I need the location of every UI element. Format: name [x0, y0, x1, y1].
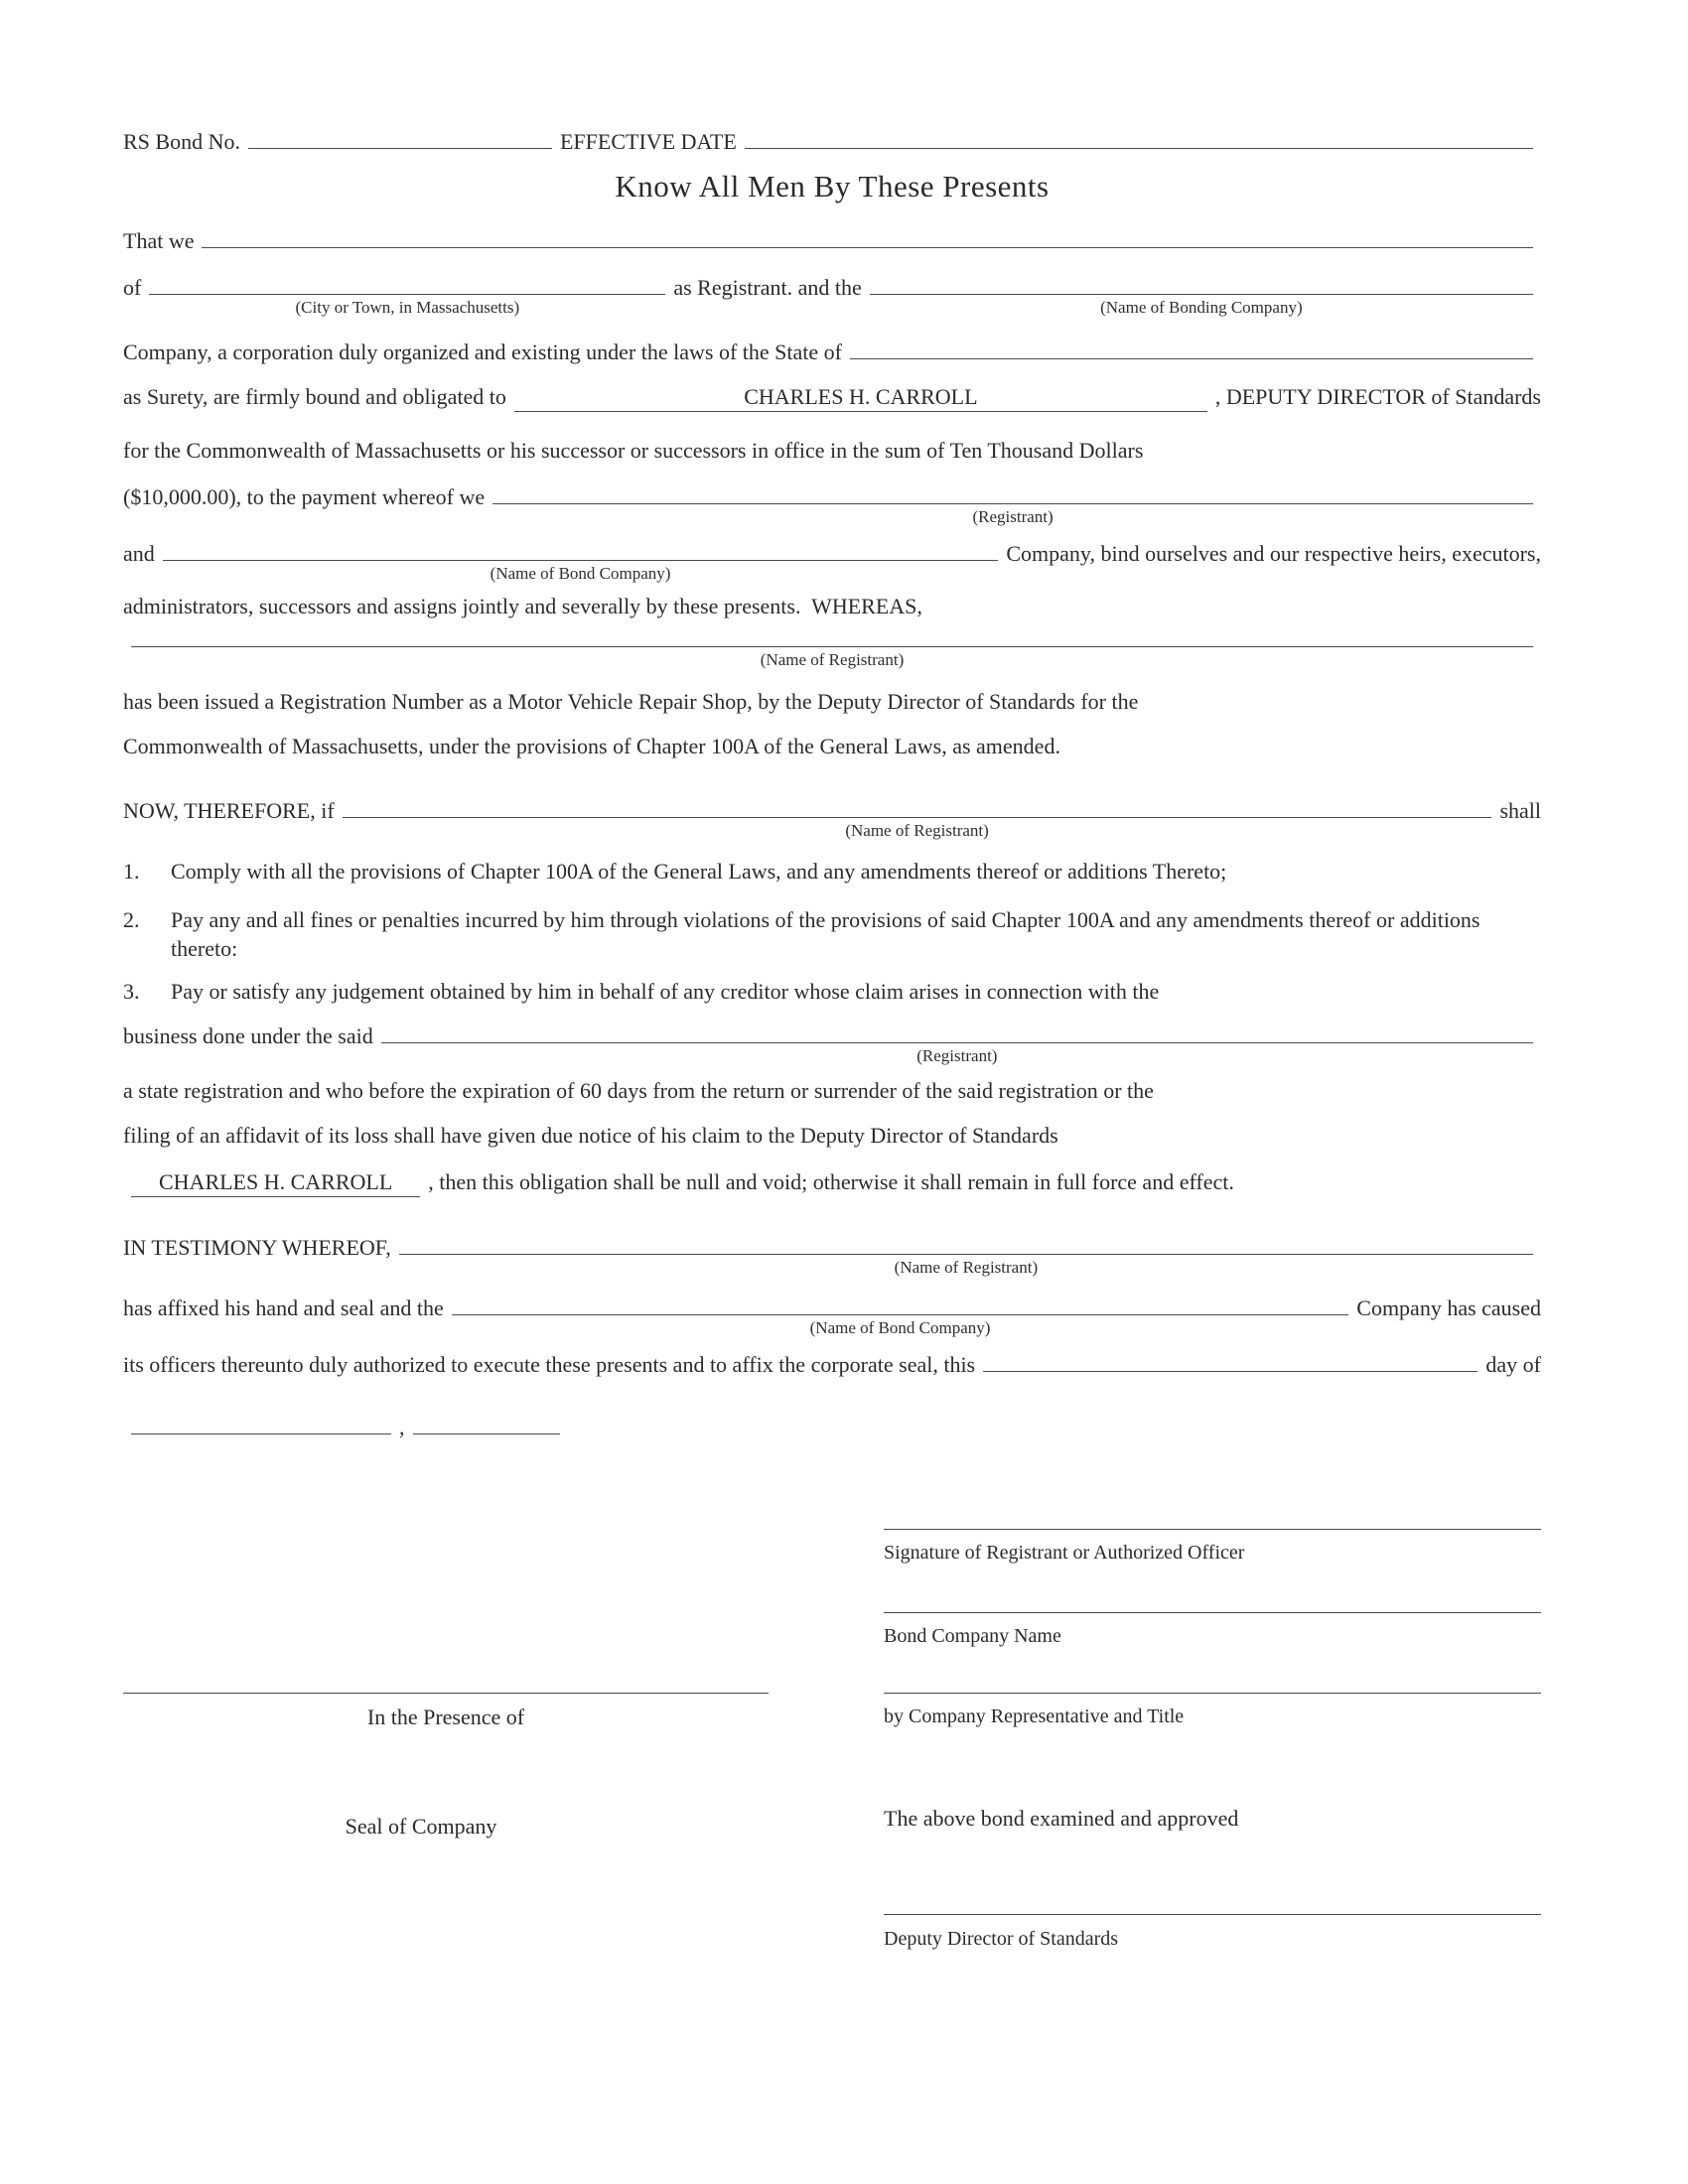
null-void-text: , then this obligation shall be null and void; otherwise it shall remain in full force and effect.	[428, 1169, 1234, 1194]
whereas-registrant-field[interactable]	[131, 642, 1533, 669]
bind-line	[123, 539, 1541, 583]
officers-prefix-text: its officers thereunto duly authorized to execute these presents and to affix the corporate seal, this	[123, 1352, 976, 1377]
payment-registrant-field[interactable]	[492, 499, 1533, 526]
business-line	[123, 1022, 1541, 1065]
testimony-registrant-field[interactable]	[399, 1250, 1533, 1277]
business-registrant-caption: (Registrant)	[916, 1046, 998, 1065]
business-prefix-text: business done under the said	[123, 1024, 373, 1048]
witness-signature-field[interactable]	[123, 1693, 769, 1694]
condition-1-number: 1.	[123, 859, 140, 884]
commonwealth-line: for the Commonwealth of Massachusetts or his successor or successors in office in the sum of Ten Thousand Dollars	[123, 438, 1144, 463]
condition-3-text: Pay or satisfy any judgement obtained by him in behalf of any creditor whose claim arises in connection with the	[171, 979, 1160, 1004]
deputy-caption: Deputy Director of Standards	[884, 1928, 1119, 1950]
registration-line: a state registration and who before the expiration of 60 days from the return or surrender of the said registration or the	[123, 1078, 1154, 1103]
that-we-line	[123, 226, 1541, 255]
condition-2-number: 2.	[123, 907, 140, 932]
condition-item-2	[123, 905, 1541, 963]
therefore-registrant-field[interactable]	[343, 813, 1492, 840]
administrators-line: administrators, successors and assigns jointly and severally by these presents. WHEREAS,	[123, 594, 922, 618]
state-field[interactable]	[850, 354, 1533, 359]
condition-1-text: Comply with all the provisions of Chapter 100A of the General Laws, and any amendments thereof or additions Thereto;	[171, 859, 1227, 884]
testimony-bond-company-caption: (Name of Bond Company)	[809, 1318, 991, 1337]
therefore-registrant-caption: (Name of Registrant)	[845, 821, 989, 840]
condition-3-number: 3.	[123, 979, 140, 1004]
whereas-registrant-line	[123, 642, 1541, 669]
bond-company-caption: (Name of Bond Company)	[490, 564, 671, 583]
payment-line	[123, 482, 1541, 526]
condition-item-3	[123, 977, 1541, 1006]
day-of-label: day of	[1485, 1352, 1541, 1377]
testimony-line	[123, 1233, 1541, 1277]
payment-registrant-caption: (Registrant)	[972, 507, 1054, 526]
surety-line	[123, 382, 1541, 412]
affixed-line	[123, 1294, 1541, 1337]
rs-bond-no-field[interactable]	[248, 144, 552, 149]
affixed-suffix-text: Company has caused	[1356, 1296, 1541, 1320]
officers-line	[123, 1350, 1541, 1379]
bind-suffix-text: Company, bind ourselves and our respective heirs, executors,	[1006, 541, 1541, 566]
registrant-name-field[interactable]	[202, 243, 1533, 248]
in-presence-of-label: In the Presence of	[366, 1705, 525, 1729]
as-registrant-label: as Registrant. and the	[673, 275, 862, 300]
condition-2-text: Pay any and all fines or penalties incurred by him through violations of the provisions of said Chapter 100A and any amendments thereof or additions thereto:	[171, 907, 1480, 961]
seal-of-company-label: Seal of Company	[345, 1814, 497, 1839]
effective-date-label: EFFECTIVE DATE	[559, 129, 737, 154]
issued-line-2: Commonwealth of Massachusetts, under the provisions of Chapter 100A of the General Laws, as amended.	[123, 734, 1060, 758]
condition-item-1	[123, 857, 1541, 886]
affixed-prefix-text: has affixed his hand and seal and the	[123, 1296, 444, 1320]
header-row	[123, 127, 1541, 156]
deputy-name-text-2: CHARLES H. CARROLL	[159, 1169, 393, 1194]
now-therefore-line	[123, 796, 1541, 840]
year-field[interactable]	[413, 1430, 560, 1434]
form-title: Know All Men By These Presents	[615, 169, 1050, 204]
month-field[interactable]	[131, 1430, 391, 1434]
representative-caption: by Company Representative and Title	[884, 1706, 1185, 1727]
null-void-line	[123, 1167, 1541, 1197]
bond-company-name-caption: Bond Company Name	[884, 1625, 1061, 1647]
registrant-signature-field[interactable]	[884, 1529, 1541, 1530]
deputy-signature-field[interactable]	[884, 1914, 1541, 1915]
business-registrant-field[interactable]	[381, 1038, 1533, 1065]
payment-prefix-text: ($10,000.00), to the payment whereof we	[123, 484, 486, 509]
testimony-registrant-caption: (Name of Registrant)	[894, 1258, 1039, 1277]
registrant-signature-caption: Signature of Registrant or Authorized Officer	[884, 1542, 1245, 1564]
of-label: of	[123, 275, 142, 300]
form-body	[123, 127, 1541, 1441]
and-label: and	[123, 541, 155, 566]
now-therefore-prefix: NOW, THEREFORE, if	[123, 798, 335, 823]
surety-prefix-text: as Surety, are firmly bound and obligated to	[123, 384, 506, 409]
comma-separator: ,	[399, 1415, 405, 1439]
bonding-company-caption: (Name of Bonding Company)	[1100, 298, 1303, 317]
now-therefore-suffix: shall	[1499, 798, 1541, 823]
representative-signature-field[interactable]	[884, 1693, 1541, 1694]
city-town-caption: (City or Town, in Massachusetts)	[295, 298, 520, 317]
that-we-label: That we	[123, 228, 195, 253]
effective-date-field[interactable]	[745, 144, 1533, 149]
deputy-name-text: CHARLES H. CARROLL	[744, 384, 978, 409]
bond-company-name-field[interactable]	[884, 1612, 1541, 1613]
surety-suffix-text: , DEPUTY DIRECTOR of Standards	[1214, 384, 1541, 409]
whereas-registrant-caption: (Name of Registrant)	[760, 650, 905, 669]
rs-bond-no-label: RS Bond No.	[123, 129, 240, 154]
testimony-prefix: IN TESTIMONY WHEREOF,	[123, 1235, 391, 1260]
of-line	[123, 273, 1541, 317]
deputy-name-field-2	[131, 1167, 420, 1197]
deputy-name-field	[514, 382, 1207, 412]
corporation-line	[123, 338, 1541, 366]
corporation-text: Company, a corporation duly organized and existing under the laws of the State of	[123, 340, 842, 364]
testimony-bond-company-field[interactable]	[452, 1310, 1348, 1337]
bond-company-field[interactable]	[163, 556, 999, 583]
month-year-line	[123, 1413, 1541, 1441]
issued-line-1: has been issued a Registration Number as a Motor Vehicle Repair Shop, by the Deputy Director of Standards for the	[123, 689, 1139, 714]
filing-line: filing of an affidavit of its loss shall have given due notice of his claim to the Deputy Director of Standards	[123, 1123, 1058, 1148]
bonding-company-field[interactable]	[870, 290, 1533, 317]
day-field[interactable]	[983, 1367, 1477, 1372]
city-town-field[interactable]	[149, 290, 665, 317]
approved-text: The above bond examined and approved	[884, 1806, 1239, 1831]
